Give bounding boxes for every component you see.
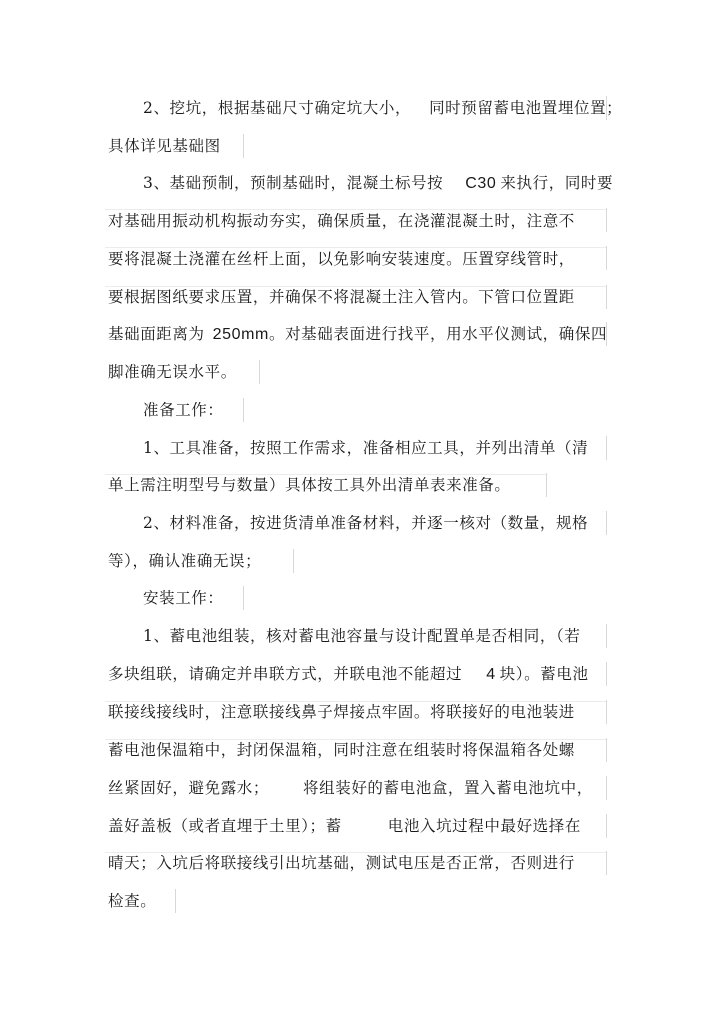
text-run: 检查。: [108, 892, 157, 910]
text-run: 2、材料准备，按进货清单准备材料，并逐一核对（数量，规格: [143, 514, 589, 532]
cell-border: [606, 511, 607, 535]
paragraph-line: [108, 550, 261, 572]
cell-border: [546, 473, 547, 497]
paragraph-line: [108, 890, 156, 912]
text-run: 联接线接线时，注意联接线鼻子焊接点牢固。将联接好的电池装进: [108, 703, 575, 721]
cell-border: [606, 700, 607, 724]
paragraph-line: [143, 625, 580, 647]
cell-border: [293, 549, 294, 573]
paragraph-line: [108, 815, 581, 837]
text-run: 1、工具准备，按照工作需求，准备相应工具，并列出清单（清: [143, 439, 589, 457]
text-run: 要将混凝土浇灌在丝杆上面，以免影响安装速度。压置穿线管时，: [108, 250, 575, 268]
paragraph-line: [108, 474, 511, 496]
text-run: 2、挖坑，根据基础尺寸确定坑大小，: [143, 99, 412, 117]
cell-border: [606, 738, 607, 762]
text-run: 250mm: [212, 326, 269, 343]
cell-border: [243, 398, 244, 422]
text-run: 来执行，同时要: [500, 174, 614, 192]
paragraph-line: [108, 248, 575, 270]
text-run: 丝紧固好，避免露水；: [108, 779, 270, 797]
cell-border: [243, 586, 244, 610]
text-run: 。对基础表面进行找平，用水平仪测试，确保四: [268, 325, 608, 343]
paragraph-line: [143, 512, 588, 534]
section-heading: [143, 587, 224, 609]
text-run: 4: [486, 666, 496, 683]
cell-border: [606, 776, 607, 800]
text-run: 晴天；入坑后将联接线引出坑基础，测试电压是否正常，否则进行: [108, 854, 575, 872]
text-run: 3、基础预制，预制基础时，混凝土标号按: [143, 174, 444, 192]
text-run: 基础面距离为: [108, 325, 205, 343]
paragraph-line: [108, 739, 575, 761]
paragraph-line: [108, 286, 575, 308]
paragraph-line: [143, 437, 588, 459]
section-heading: [143, 399, 224, 421]
text-run: 电池入坑过程中最好选择在: [387, 817, 581, 835]
text-run: 安装工作：: [143, 589, 224, 607]
text-run: 蓄电池保温箱中，封闭保温箱，同时注意在组装时将保温箱各处螺: [108, 741, 575, 759]
text-run: C30: [465, 175, 497, 192]
paragraph-line: [108, 701, 575, 723]
text-run: 脚准确无误水平。: [108, 363, 237, 381]
text-run: 具体详见基础图: [108, 137, 221, 155]
cell-border: [259, 360, 260, 384]
cell-border: [606, 436, 607, 460]
paragraph-line: [108, 210, 575, 232]
paragraph-line: [108, 361, 237, 383]
cell-border: [606, 662, 607, 686]
paragraph-line: [108, 135, 221, 157]
text-run: 单上需注明型号与数量）具体按工具外出清单表来准备。: [108, 476, 511, 494]
cell-border: [243, 134, 244, 158]
text-run: 将组装好的蓄电池盒，置入蓄电池坑中，: [303, 779, 593, 797]
paragraph-line: [108, 663, 589, 686]
text-run: 准备工作：: [143, 401, 224, 419]
text-run: 多块组联，请确定并串联方式，并联电池不能超过: [108, 665, 463, 683]
cell-border: [606, 208, 607, 232]
cell-border: [606, 285, 607, 309]
text-run: 同时预留蓄电池置埋位置；: [429, 99, 623, 117]
cell-border: [606, 624, 607, 648]
text-run: 盖好盖板（或者直埋于土里）；蓄: [108, 817, 342, 835]
paragraph-line: [143, 97, 622, 119]
cell-border: [606, 246, 607, 270]
text-run: 1、蓄电池组装，核对蓄电池容量与设计配置单是否相同，（若: [143, 627, 581, 645]
cell-border: [606, 851, 607, 875]
paragraph-line: [108, 323, 607, 346]
text-run: 要根据图纸要求压置，并确保不将混凝土注入管内。下管口位置距: [108, 288, 575, 306]
cell-border: [175, 889, 176, 913]
text-run: 对基础用振动机构振动夯实，确保质量，在浇灌混凝土时，注意不: [108, 212, 575, 230]
paragraph-line: [143, 172, 613, 195]
paragraph-line: [108, 852, 575, 874]
text-run: 块）。蓄电池: [499, 665, 589, 683]
paragraph-line: [108, 777, 593, 799]
text-run: 等），确认准确无误；: [108, 552, 262, 570]
cell-border: [606, 814, 607, 838]
